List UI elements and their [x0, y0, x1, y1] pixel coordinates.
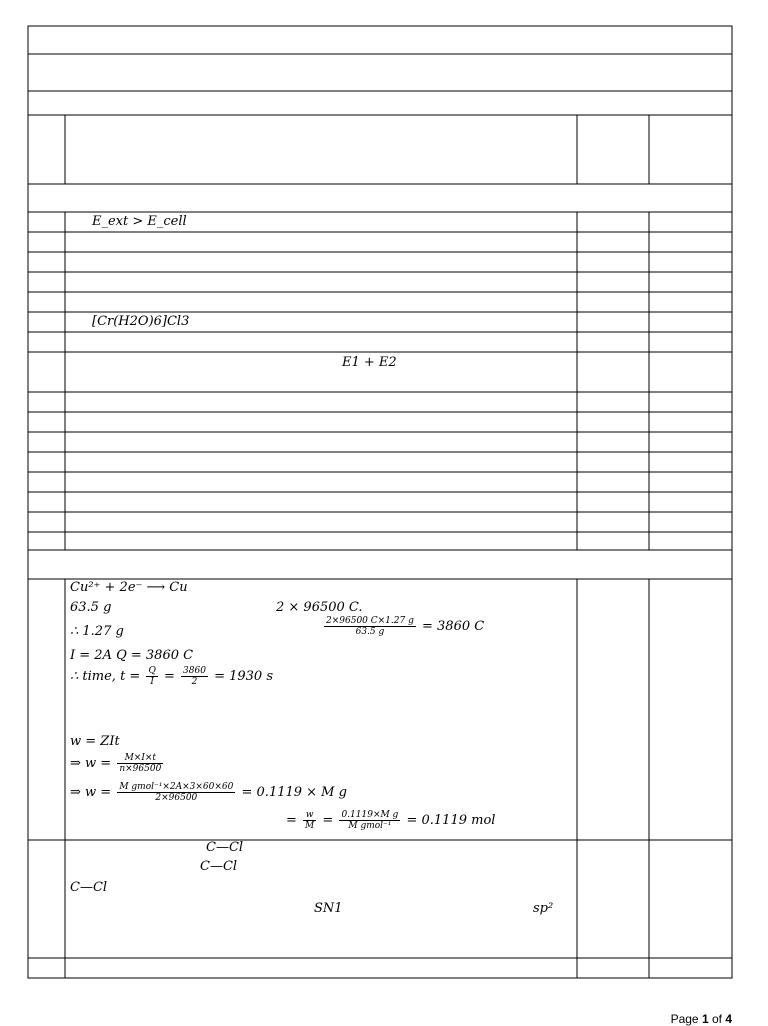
mass-sub-prefix: ⇒ w = [70, 785, 112, 800]
page-prefix: Page [670, 1012, 702, 1026]
moles-equals: = [322, 813, 334, 828]
bond-label-3: C—Cl [70, 880, 108, 895]
time-prefix: ∴ time, t = [70, 669, 141, 684]
moles-result: = 0.1119 mol [406, 813, 496, 828]
time-q: Q [148, 666, 156, 676]
mass-cu-label: 63.5 g [70, 600, 112, 615]
time-equals: = [164, 669, 175, 684]
mass-sub-fraction [117, 782, 235, 803]
time-den: 2 [191, 677, 198, 687]
bond-label-1: C—Cl [206, 840, 244, 855]
time-num: 3860 [183, 666, 206, 676]
time-i: I [150, 677, 154, 687]
charge-denominator: 63.5 g [355, 627, 385, 637]
mass-sub-result: = 0.1119 × M g [241, 785, 347, 800]
charge-calc [322, 616, 484, 637]
moles-m: M [305, 821, 315, 831]
row-a-expression: E_ext > E_cell [92, 214, 187, 229]
moles-fraction-1 [303, 810, 316, 831]
mechanism-label: SN1 [314, 901, 343, 916]
time-fraction-2 [181, 666, 208, 687]
page-mid: of [708, 1012, 726, 1026]
time-result: = 1930 s [214, 669, 274, 684]
moles-num: 0.1119×M g [341, 810, 399, 820]
reaction-equation: Cu²⁺ + 2e⁻ ⟶ Cu [70, 580, 188, 595]
charge-label: 2 × 96500 C. [276, 600, 363, 615]
faraday-law: w = ZIt [70, 734, 120, 749]
moles-den: M gmol⁻¹ [348, 821, 392, 831]
charge-fraction [324, 616, 416, 637]
page-total: 4 [725, 1012, 732, 1026]
mass-formula [70, 753, 165, 774]
mass-sub-den: 2×96500 [155, 793, 198, 803]
moles-w: w [303, 810, 316, 821]
therefore-mass: ∴ 1.27 g [70, 624, 124, 639]
time-fraction-1 [146, 666, 157, 687]
moles-calc [286, 810, 495, 831]
mass-formula-prefix: ⇒ w = [70, 756, 112, 771]
hybridization-label: sp² [533, 901, 554, 916]
mass-formula-num: M×I×t [117, 753, 163, 764]
current-charge: I = 2A Q = 3860 C [70, 648, 194, 663]
charge-numerator: 2×96500 C×1.27 g [326, 616, 414, 626]
mass-substitution [70, 782, 347, 803]
mass-formula-fraction [117, 753, 163, 774]
mass-sub-num: M gmol⁻¹×2A×3×60×60 [119, 782, 234, 792]
bond-label-2: C—Cl [200, 859, 238, 874]
page-current: 1 [701, 1012, 709, 1026]
moles-prefix: = [286, 813, 297, 828]
row-c-expression: E1 + E2 [342, 355, 397, 370]
mass-formula-den: n×96500 [119, 764, 162, 774]
moles-fraction-2 [339, 810, 400, 831]
charge-result: = 3860 C [422, 619, 485, 634]
row-b-expression: [Cr(H2O)6]Cl3 [92, 314, 190, 329]
time-calc [70, 666, 273, 687]
